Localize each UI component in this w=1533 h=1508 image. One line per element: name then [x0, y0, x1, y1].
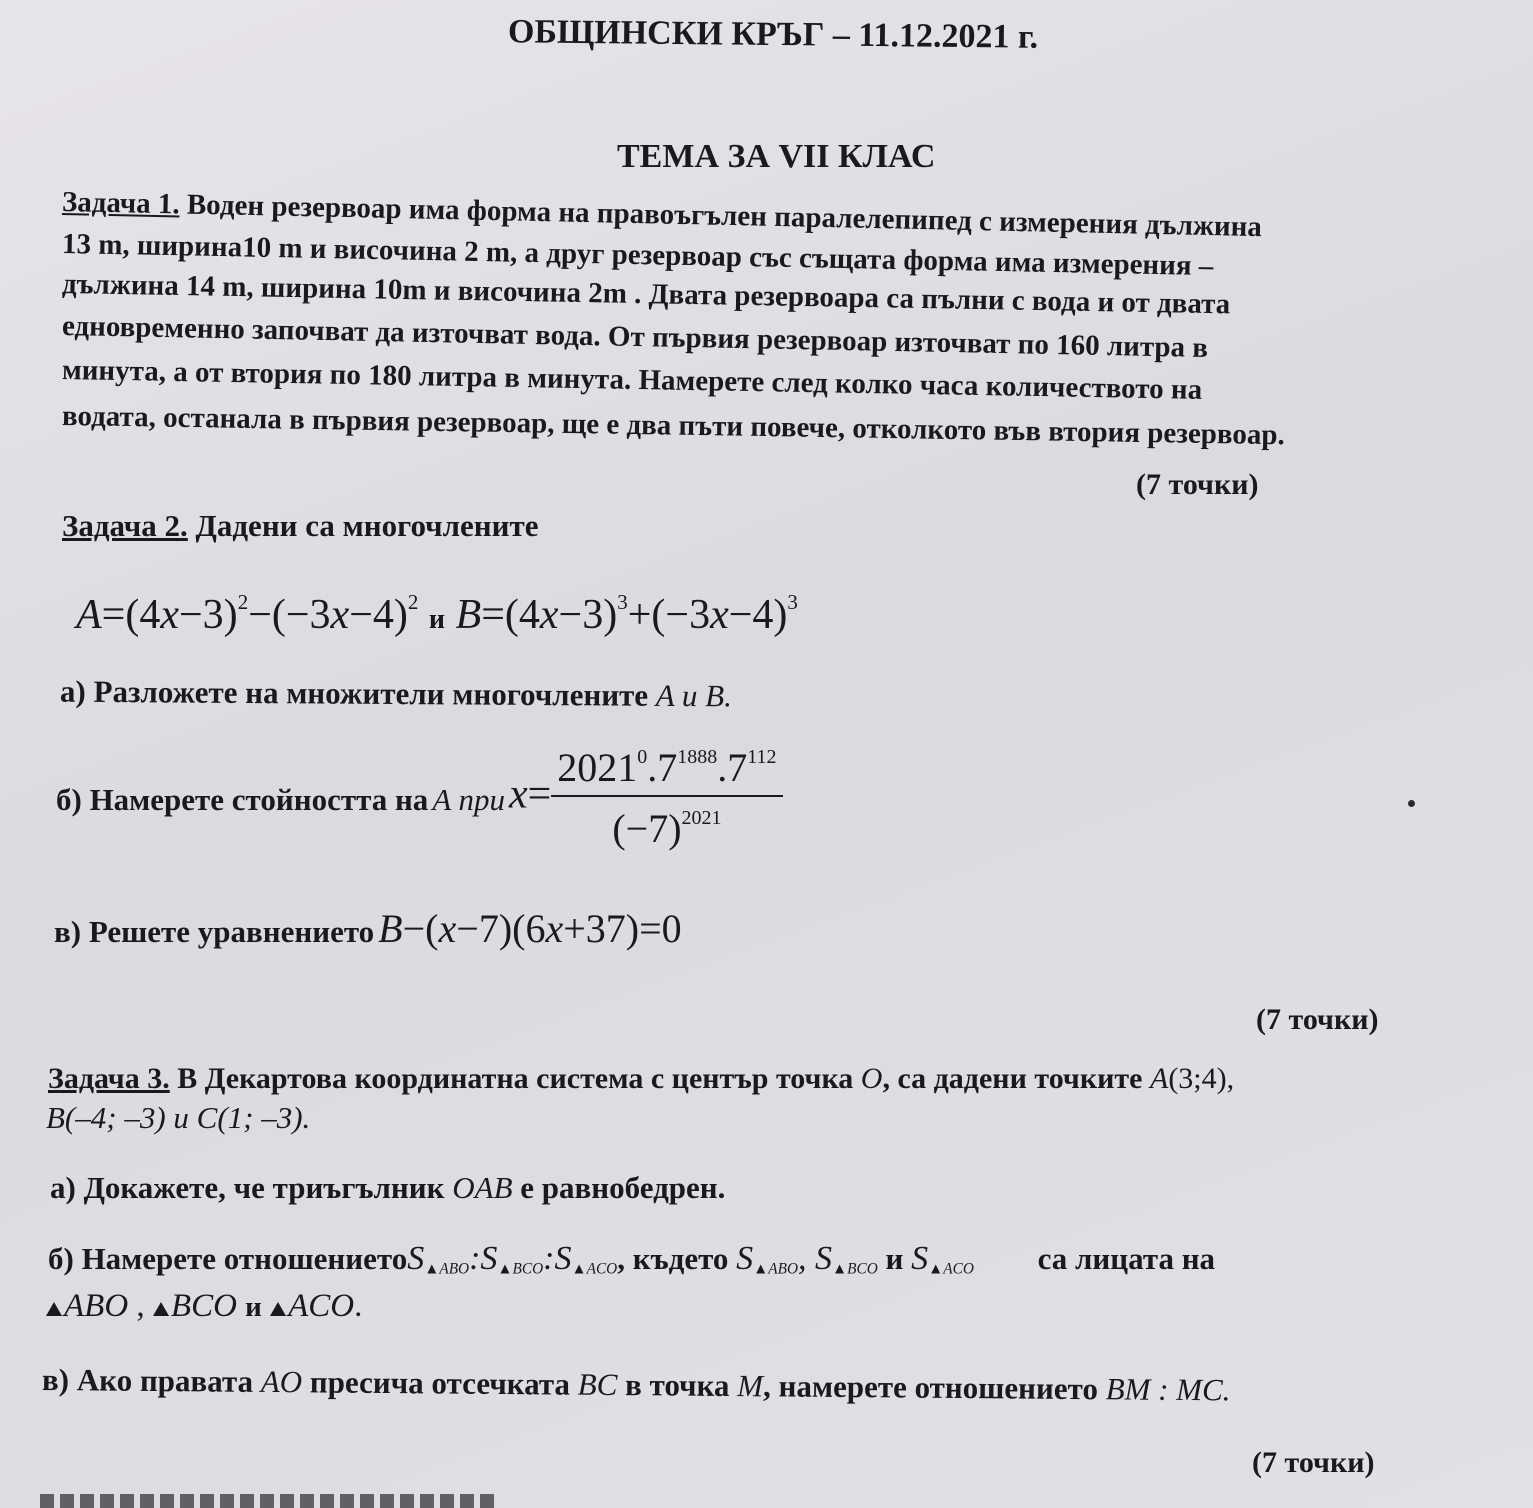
task-3-b-text: б) Намерете отношението — [48, 1241, 408, 1276]
task-2-polynomials: $A=(4x-3)^2-(-3x-4)^2$ и $B=(4x-3)^3+(-3x-4)^3$ — [76, 590, 798, 638]
task-3-c-tail: , намерете отношението — [762, 1368, 1099, 1407]
triangle-icon — [46, 1302, 62, 1316]
task-3-c-mid: пресича отсечката — [309, 1364, 571, 1402]
triangle-icon — [270, 1302, 286, 1316]
task-2-label: Задача 2. — [62, 508, 188, 543]
task-1-line-5: минута, а от втория по 180 литра в минута. Намерете след колко часа количеството на — [61, 354, 1203, 406]
task-3-line-2: B(–4; –3) и C(1; –3). — [46, 1100, 311, 1135]
task-3-intro-tail: , са дадени точките — [882, 1062, 1143, 1095]
task-3-a-text: а) Докажете, че триъгълник — [50, 1170, 445, 1205]
stray-dot — [1408, 800, 1415, 807]
task-3-a: а) Докажете, че триъгълник OAB е равнобедрен. — [50, 1170, 726, 1205]
task-3-label: Задача 3. — [48, 1062, 170, 1095]
task-1-line-6: водата, останала в първия резервоар, ще е два пъти повече, отколкото във втория резервоар. — [61, 400, 1286, 452]
task-1-line-4: едновременно започват да източват вода. От първия резервоар източват по 160 литра в — [61, 310, 1209, 365]
task-3-b-line-2: ABO , BCO и ACO. — [46, 1288, 362, 1325]
task-3-intro: В Декартова координатна система с център точка — [177, 1062, 854, 1095]
task-2-b-text: б) Намерете стойността на — [56, 781, 429, 817]
cut-off-text — [40, 1494, 500, 1508]
task-3-a-tail: е равнобедрен. — [520, 1170, 726, 1205]
task-1-points: (7 точки) — [1136, 468, 1259, 501]
task-2-b-x-formula: x= $\frac{2021^0.7^{1888}.7^{112}}{(-7)^{2021}}$ — [509, 744, 783, 852]
task-2-c-text: в) Решете уравнението — [54, 914, 375, 949]
task-1-line-3: дължина 14 m, ширина 10m и височина 2m . Двата резервоара са пълни с вода и от двата — [61, 268, 1231, 321]
task-3-points: (7 точки) — [1252, 1446, 1375, 1479]
task-2-a — [59, 673, 733, 714]
task-2-heading — [62, 510, 539, 541]
task-3-b-mid: , където — [617, 1241, 729, 1276]
round-heading: ОБЩИНСКИ КРЪГ – 11.12.2021 г. — [507, 13, 1039, 56]
task-2-a-text: а) Разложете на множители многочлените — [59, 673, 649, 713]
task-3-b: б) Намерете $отношениетоS_{▲ABO}:S_{▲BCO}:S_{▲ACO}$, където $S_{▲ABO}$, $S_{▲BCO}$ и $S_{▲ACO}$ са лицата на — [48, 1240, 1216, 1278]
task-2-c — [54, 905, 682, 952]
task-3-c-text: в) Ако правата — [41, 1362, 254, 1399]
task-2-b-var: A при — [432, 781, 505, 817]
task-2-a-vars: A и B. — [655, 677, 733, 714]
task-1-line-2: 13 m, ширина10 m и височина 2 m, а друг резервоар със същата форма има измерения – — [61, 228, 1214, 283]
task-3-c-mid2: в точка — [624, 1367, 730, 1403]
task-1-label: Задача 1. — [61, 186, 180, 221]
task-2-equation: B−(x−7)(6x+37)=0 — [378, 906, 682, 951]
task-1-text-1: Воден резервоар има форма на правоъгълен паралелепипед с измерения дължина — [186, 188, 1263, 244]
task-2-intro: Дадени са многочлените — [195, 508, 539, 543]
task-2-b — [56, 745, 783, 860]
topic-heading: ТЕМА ЗА VII КЛАС — [617, 138, 936, 175]
task-3-c: в) Ако правата AO пресича отсечката BC в точка M, намерете отношението BM : MC. — [41, 1362, 1231, 1408]
task-2-points: (7 точки) — [1256, 1003, 1379, 1036]
task-3-line-1: Задача 3. В Декартова координатна система с център точка O, са дадени точките A(3;4), — [48, 1062, 1235, 1095]
triangle-icon — [153, 1302, 169, 1316]
task-3-b-tail: са лицата на — [1037, 1241, 1216, 1276]
